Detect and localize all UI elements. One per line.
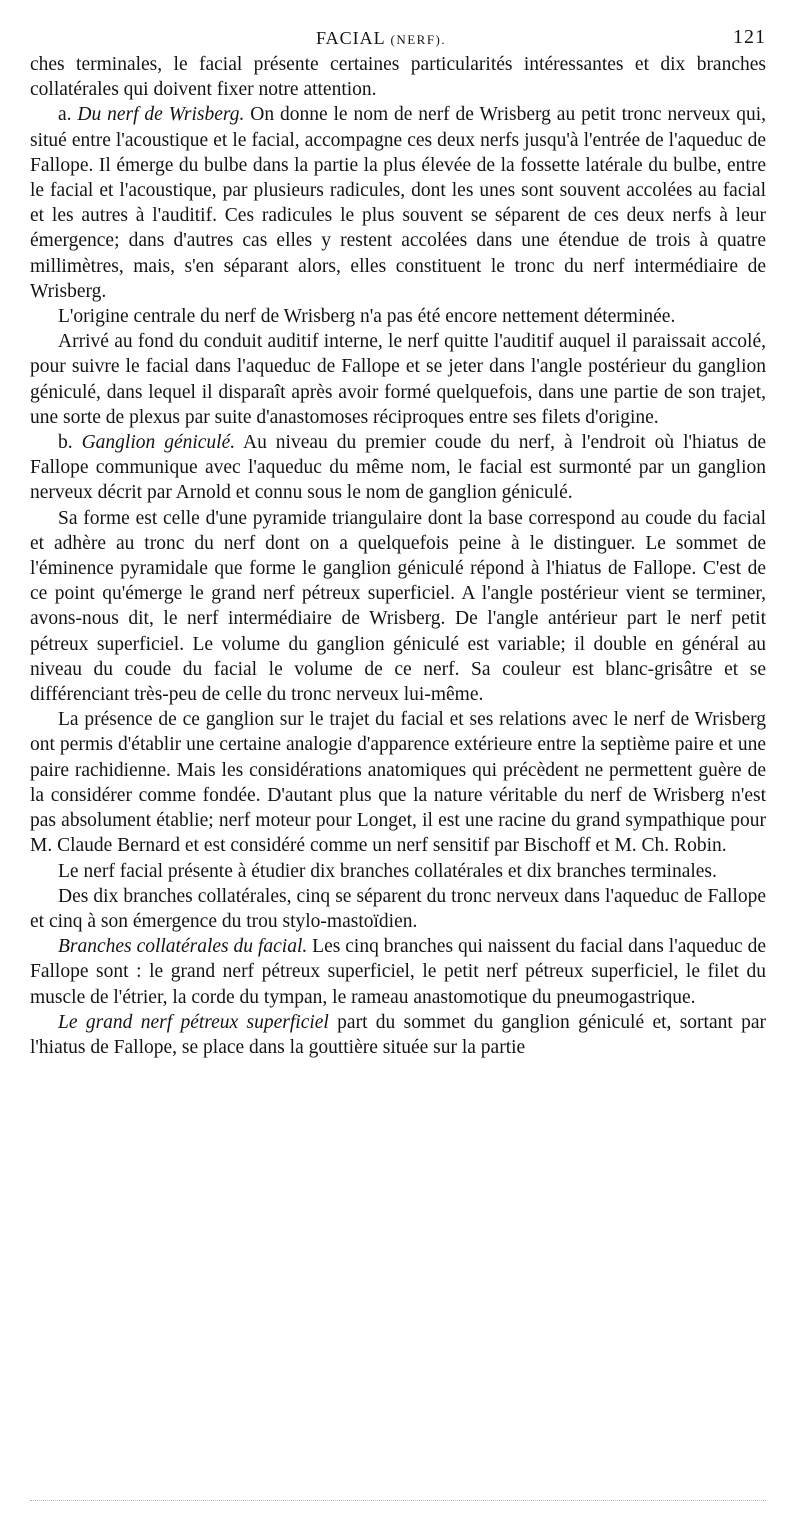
running-head xyxy=(30,22,766,52)
paragraph-text: Arrivé au fond du conduit auditif interne, le nerf quitte l'auditif auquel il paraissait accolé, pour suivre le facial dans l'aqueduc de Fallope et se jeter dans l'angle postérieur du ganglion géniculé, dans lequel il disparaît après avoir formé quelquefois, dans une partie de son trajet, une sorte de plexus par suite d'anastomoses réciproques entre ses filets d'origine. xyxy=(30,331,766,428)
paragraph-branches-collaterales xyxy=(30,934,766,1010)
paragraph-text: Le nerf facial présente à étudier dix branches collatérales et dix branches terminales. xyxy=(58,860,717,882)
paragraph-text: ches terminales, le facial présente certaines particularités intéressantes et dix branches collatérales qui doivent fixer notre attention. xyxy=(30,54,766,101)
section-letter: a. xyxy=(58,104,72,126)
paragraph-text: L'origine centrale du nerf de Wrisberg n'a pas été encore nettement déterminée. xyxy=(58,306,676,328)
running-title-paren: (NERF). xyxy=(390,32,447,47)
paragraph-ganglion xyxy=(30,430,766,506)
running-title xyxy=(316,28,446,49)
paragraph-continuation xyxy=(30,52,766,102)
section-heading: Branches collatérales du facial. xyxy=(58,936,308,958)
paragraph-text: Au niveau du premier coude du nerf, à l'endroit où l'hiatus de Fallope communique avec l'aqueduc du même nom, le facial est surmonté par un ganglion nerveux décrit par Arnold et connu sous le nom de ganglion géniculé. xyxy=(30,432,766,504)
paragraph-wrisberg xyxy=(30,102,766,304)
page xyxy=(30,22,766,1060)
paragraph-origin xyxy=(30,304,766,329)
paragraph-forme xyxy=(30,506,766,708)
paragraph-branches xyxy=(30,859,766,884)
paragraph-grand-petreux xyxy=(30,1010,766,1060)
page-number: 121 xyxy=(733,26,766,48)
paragraph-text: Sa forme est celle d'une pyramide triangulaire dont la base correspond au coude du facial et adhère au tronc du nerf dont on a quelquefois peine à le distinguer. Le sommet de l'éminence pyramidale que forme le ganglion géniculé répond à l'hiatus de Fallope. C'est de ce point qu'émerge le grand nerf pétreux superficiel. A l'angle postérieur vient se terminer, avons-nous dit, le nerf intermédiaire de Wrisberg. De l'angle antérieur part le nerf petit pétreux superficiel. Le volume du ganglion géniculé est variable; il double en général au niveau du coude du facial le volume de ce nerf. Sa couleur est blanc-grisâtre et se différenciant très-peu de celle du tronc nerveux lui-même. xyxy=(30,507,766,706)
footer-rule xyxy=(30,1500,766,1501)
paragraph-text: On donne le nom de nerf de Wrisberg au petit tronc nerveux qui, situé entre l'acoustique et le facial, accompagne ces deux nerfs jusqu'à l'entrée de l'aqueduc de Fallope. Il émerge du bulbe dans la partie la plus élevée de la fossette latérale du bulbe, entre le facial et l'acoustique, par plusieurs radicules, dont les unes sont souvent accolées au facial et les autres à l'auditif. Ces radicules le plus souvent se séparent de ces deux nerfs à leur émergence; dans d'autres cas elles y restent accolées dans une étendue de trois à quatre millimètres, mais, s'en séparant alors, elles constituent le tronc du nerf intermédiaire de Wrisberg. xyxy=(30,104,767,302)
paragraph-text: La présence de ce ganglion sur le trajet du facial et ses relations avec le nerf de Wrisberg ont permis d'établir une certaine analogie d'apparence extérieure entre la septième paire et une paire rachidienne. Mais les considérations anatomiques qui précèdent ne permettent guère de la considérer comme fondée. D'autant plus que la nature véritable du nerf de Wrisberg n'est pas absolument établie; nerf moteur pour Longet, il est une racine du grand sympathique pour M. Claude Bernard et est considéré comme un nerf sensitif par Bischoff et M. Ch. Robin. xyxy=(30,709,766,857)
paragraph-text: Des dix branches collatérales, cinq se séparent du tronc nerveux dans l'aqueduc de Fallope et cinq à son émergence du trou stylo-mastoïdien. xyxy=(30,885,766,932)
section-heading: Ganglion géniculé. xyxy=(81,432,236,454)
section-letter: b. xyxy=(58,432,73,454)
paragraph-trajet xyxy=(30,329,766,430)
paragraph-presence xyxy=(30,707,766,858)
running-title-main: FACIAL xyxy=(316,28,385,48)
section-heading: Du nerf de Wrisberg. xyxy=(77,104,245,126)
paragraph-text: Les cinq branches qui naissent du facial dans l'aqueduc de Fallope sont : le grand nerf pétreux superficiel, le petit nerf pétreux superficiel, le filet du muscle de l'étrier, la corde du tympan, le rameau anastomotique du pneumogastrique. xyxy=(30,936,767,1008)
paragraph-text: part du sommet du ganglion géniculé et, sortant par l'hiatus de Fallope, se place dans la gouttière située sur la partie xyxy=(30,1011,767,1058)
section-heading: Le grand nerf pétreux superficiel xyxy=(58,1011,329,1033)
body-text xyxy=(30,52,766,1060)
paragraph-collaterales xyxy=(30,884,766,934)
